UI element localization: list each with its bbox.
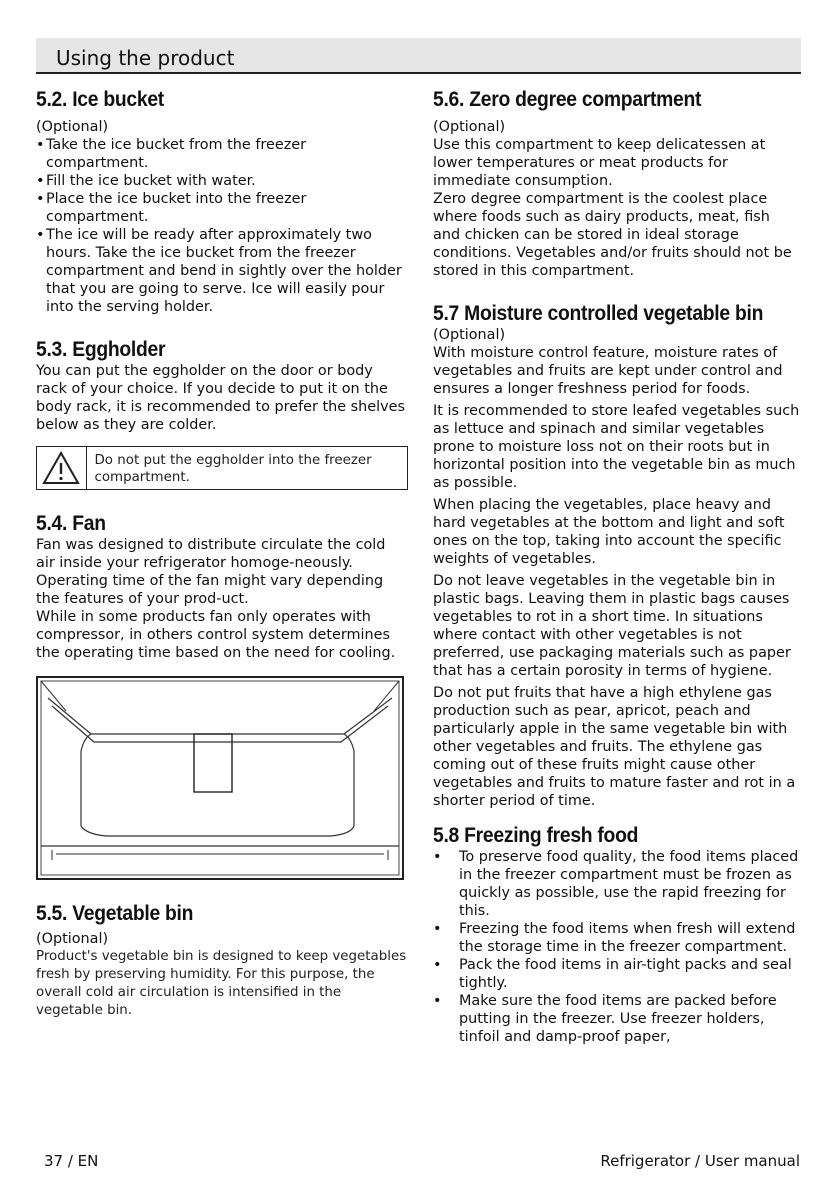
moisture-bin-text-3: When placing the vegetables, place heavy and hard vegetables at the bottom and light and soft ones on the top, taking into account the specific weights of vegetables. xyxy=(433,497,785,567)
list-item: • Take the ice bucket from the freezer compartment. xyxy=(36,137,307,171)
moisture-bin-heading: 5.7 Moisture controlled vegetable bin xyxy=(433,302,764,325)
zero-degree-heading: 5.6. Zero degree compartment xyxy=(433,88,702,111)
warning-icon xyxy=(37,447,87,489)
vegetable-bin-optional: (Optional) xyxy=(36,931,109,947)
list-item: • Place the ice bucket into the freezer compartment. xyxy=(36,191,307,225)
moisture-bin-text-2: It is recommended to store leafed vegetables such as lettuce and spinach and similar vegetables prone to moisture loss not on their roots but in horizontal position into the vegetable bin as much as possible. xyxy=(433,403,800,491)
ice-bucket-list xyxy=(36,136,408,316)
zero-degree-text-1: Use this compartment to keep delicatessen at lower temperatures or meat products for immediate consumption. xyxy=(433,137,766,189)
right-column xyxy=(433,88,801,1046)
zero-degree-optional: (Optional) xyxy=(433,119,506,135)
header-title: Using the product xyxy=(56,46,235,70)
eggholder-text: You can put the eggholder on the door or body rack of your choice. If you decide to put it on the body rack, it is recommended to prefer the shelves below as they are colder. xyxy=(36,363,406,433)
fan-figure xyxy=(36,676,404,880)
header-band xyxy=(36,38,801,74)
moisture-bin-text-4: Do not leave vegetables in the vegetable bin in plastic bags. Leaving them in plastic bags causes vegetables to rot in a short time. In situations where contact with other vegetables is not preferred, use packaging materials such as paper that has a certain porosity in terms of hygiene. xyxy=(433,573,791,679)
vegetable-bin-heading: 5.5. Vegetable bin xyxy=(36,902,194,925)
moisture-bin-text-5: Do not put fruits that have a high ethylene gas production such as pear, apricot, peach and particularly apple in the same vegetable bin with other vegetables and fruits. The ethylene gas coming out of these fruits might cause other vegetables and fruits to mature faster and rot in a shorter period of time. xyxy=(433,685,796,809)
ice-bucket-heading: 5.2. Ice bucket xyxy=(36,88,164,111)
zero-degree-text-2: Zero degree compartment is the coolest place where foods such as dairy products, meat, fish and chicken can be stored in ideal storage conditions. Vegetables and/or fruits should not be stored in this compartment. xyxy=(433,191,792,279)
list-item: • The ice will be ready after approximately two hours. Take the ice bucket from the freezer compartment and bend in sightly over the holder that you are going to serve. Ice will easily pour into the serving holder. xyxy=(36,227,402,315)
page-number: 37 / EN xyxy=(44,1152,99,1170)
moisture-bin-optional: (Optional) xyxy=(433,327,506,343)
left-column xyxy=(36,88,408,1020)
warning-text: Do not put the eggholder into the freezer compartment. xyxy=(94,453,372,485)
moisture-bin-text-1: With moisture control feature, moisture rates of vegetables and fruits are kept under control and ensures a longer freshness period for foods. xyxy=(433,345,783,397)
list-item: • Pack the food items in air-tight packs and seal tightly. xyxy=(433,957,792,991)
vegetable-bin-text: Product's vegetable bin is designed to keep vegetables fresh by preserving humidity. For this purpose, the overall cold air circulation is intensified in the vegetable bin. xyxy=(36,949,407,1018)
warning-box xyxy=(36,446,408,490)
fan-text-2: While in some products fan only operates with compressor, in others control system determines the operating time based on the need for cooling. xyxy=(36,609,396,661)
refrigerator-fan-illustration xyxy=(36,676,404,880)
list-item: • To preserve food quality, the food items placed in the freezer compartment must be frozen as quickly as possible, use the rapid freezing for this. xyxy=(433,849,799,919)
fan-text-1: Fan was designed to distribute circulate the cold air inside your refrigerator homoge-neously. Operating time of the fan might vary depending the features of your prod-uct. xyxy=(36,537,386,607)
manual-title: Refrigerator / User manual xyxy=(600,1152,800,1170)
list-item: • Make sure the food items are packed before putting in the freezer. Use freezer holders, tinfoil and damp-proof paper, xyxy=(433,993,777,1045)
fan-heading: 5.4. Fan xyxy=(36,512,106,535)
freezing-heading: 5.8 Freezing fresh food xyxy=(433,824,639,847)
ice-bucket-optional: (Optional) xyxy=(36,119,109,135)
list-item: • Freezing the food items when fresh will extend the storage time in the freezer compartment. xyxy=(433,921,796,955)
freezing-list xyxy=(433,848,801,1046)
eggholder-heading: 5.3. Eggholder xyxy=(36,338,166,361)
list-item: • Fill the ice bucket with water. xyxy=(36,173,256,189)
